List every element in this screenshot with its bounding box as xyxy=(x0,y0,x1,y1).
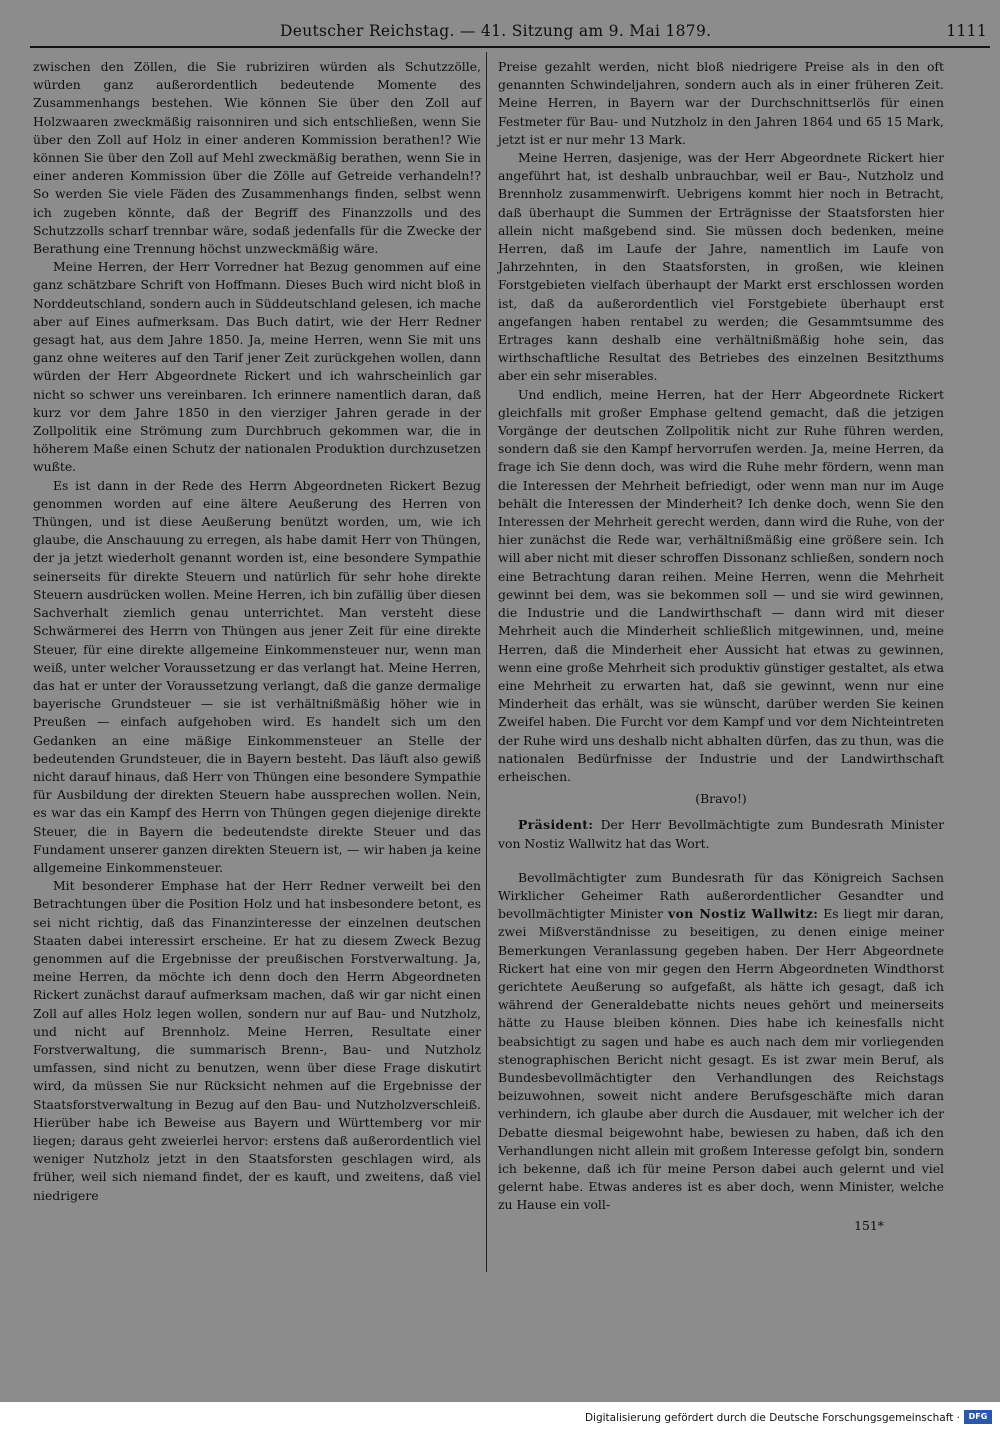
paragraph: Mit besonderer Emphase hat der Herr Redner verweilt bei den Betrachtungen über die Position Holz und hat insbesondere betont, es sei nicht richtig, daß das Finanzinteresse der einzelnen deutschen Staaten dabei interessirt erscheine. Er hat zu diesem Zweck Bezug genommen auf die Ergebnisse der preußischen Forstverwaltung. Ja, meine Herren, da möchte ich denn doch den Herrn Abgeordneten Rickert zunächst darauf aufmerksam machen, daß wir gar nicht einen Zoll auf alles Holz legen wollen, sondern nur auf Bau- und Nutzholz, und nicht auf Brennholz. Meine Herren, Resultate einer Forstverwaltung, die summarisch Brenn-, Bau- und Nutzholz umfassen, sind nicht zu benutzen, wenn über diese Frage diskutirt wird, da müssen Sie nur Rücksicht nehmen auf die Ergebnisse der Staatsforstverwaltung in Bezug auf den Bau- und Nutzholzverschleiß. Hierüber habe ich Beweise aus Bayern und Württemberg vor mir liegen; daraus geht zweierlei hervor: erstens daß außerordentlich viel weniger Nutzholz jetzt in den Staatsforsten geschlagen wird, als früher, weil sich niemand findet, der es kauft, und zweitens, daß viel niedrigere xyxy=(33,878,481,1203)
speaker-name: Präsident: xyxy=(518,817,594,833)
left-column xyxy=(33,58,481,1205)
paragraph: Meine Herren, dasjenige, was der Herr Abgeordnete Rickert hier angeführt hat, ist deshalb unbrauchbar, weil er Bau-, Nutzholz und Brennholz zusammenwirft. Uebrigens kommt hier noch in Betracht, daß überhaupt die Summen der Erträgnisse der Staatsforsten hier allein nicht maßgebend sind. Sie müssen doch bedenken, meine Herren, daß im Laufe der Jahre, namentlich im Laufe von Jahrzehnten, in den Staatsforsten, in großen, wie kleinen Forstgebieten vielfach überhaupt der Markt erst erschlossen worden ist, daß da außerordentlich viel Forstgebiete überhaupt erst angefangen haben rentabel zu werden; die Gesammtsumme des Ertrages kann deshalb eine verhältnißmäßig hohe sein, das wirthschaftliche Resultat des Betriebes des einzelnen Besitzthums aber ein sehr miserables. xyxy=(498,150,944,384)
paragraph: zwischen den Zöllen, die Sie rubriziren würden als Schutzzölle, würden ganz außerordentlich bedeutende Momente des Zusammenhangs bestehen. Wie können Sie über den Zoll auf Holzwaaren zweckmäßig raisonniren und sich entschließen, wenn Sie über den Zoll auf Holz in einer anderen Kommission berathen!? Wie können Sie über den Zoll auf Mehl zweckmäßig berathen, wenn Sie in einer anderen Kommission über die Zölle auf Getreide verhandeln!? So werden Sie viele Fäden des Zusammenhangs finden, selbst wenn ich zugeben könnte, daß der Begriff des Finanzzolls und des Schutzzolls scharf trennbar wäre, sodaß jedenfalls für die Zwecke der Berathung eine Trennung höchst unzweckmäßig wäre. xyxy=(33,59,481,257)
paragraph-text: Es liegt mir daran, zwei Mißverständnisse zu beseitigen, zu denen einige meiner Bemerkungen Veranlassung gegeben haben. Der Herr Abgeordnete Rickert hat eine von mir gegen den Herrn Abgeordneten Windthorst gerichtete Aeußerung so aufgefaßt, als hätte ich gesagt, daß ich während der Generaldebatte nichts neues gehört und meinerseits hätte zu Hause bleiben können. Dies habe ich keinesfalls nicht beabsichtigt zu sagen und habe es auch nach dem mir vorliegenden stenographischen Bericht nicht gesagt. Es ist zwar mein Beruf, als Bundesbevollmächtigter den Verhandlungen des Reichstags beizuwohnen, soweit nicht andere Berufsgeschäfte mich daran verhindern, ich glaube aber durch die Ausdauer, mit welcher ich der Debatte diesmal beigewohnt habe, bewiesen zu haben, daß ich den Verhandlungen nicht allein mit großem Interesse gefolgt bin, sondern ich bekenne, daß ich für meine Person dabei auch gelernt und viel gelernt habe. Etwas anderes ist es aber doch, wenn Minister, welche zu Hause ein voll- xyxy=(498,906,944,1213)
page-header xyxy=(30,18,990,44)
column-divider xyxy=(486,52,487,1272)
applause-note: (Bravo!) xyxy=(695,791,747,807)
speaker-paragraph xyxy=(498,869,944,1215)
dfg-logo: DFG xyxy=(964,1410,992,1424)
header-rule xyxy=(30,46,990,48)
paragraph: Es ist dann in der Rede des Herrn Abgeordneten Rickert Bezug genommen worden auf eine ältere Aeußerung des Herren von Thüngen, und ist diese Aeußerung benützt worden, um, wie ich glaube, die Anschauung zu erregen, als habe damit Herr von Thüngen, der ja jetzt wiederholt genannt worden ist, eine besondere Sympathie seinerseits für direkte Steuern und natürlich für sehr hohe direkte Steuern ausdrücken wollen. Meine Herren, ich bin zufällig über diesen Sachverhalt ziemlich genau unterrichtet. Man versteht diese Schwärmerei des Herrn von Thüngen aus jener Zeit für eine direkte Steuer, für eine direkte allgemeine Einkommensteuer nur, wenn man weiß, unter welcher Voraussetzung er das verlangt hat. Meine Herren, das hat er unter der Voraussetzung verlangt, daß die ganze dermalige bayerische Grundsteuer — sie ist verhältnißmäßig höher wie in Preußen — einfach aufgehoben wird. Es handelt sich um den Gedanken an eine mäßige Einkommensteuer an Stelle der bedeutenden Grundsteuer, die in Bayern besteht. Das läuft also gewiß nicht darauf hinaus, daß Herr von Thüngen eine besondere Sympathie für Ausbildung der direkten Steuern habe aussprechen wollen. Nein, es war das ein Kampf des Herrn von Thüngen gegen diejenige direkte Steuer, die in Bayern die bedeutendste direkte Steuer und das Fundament unserer ganzen direkten Steuern ist, — wir haben ja keine allgemeine Einkommensteuer. xyxy=(33,477,481,875)
paragraph-text: Der Herr Bevollmächtigte zum Bundesrath Minister von Nostiz Wallwitz hat das Wort. xyxy=(498,817,944,851)
speaker-name: von Nostiz Wallwitz: xyxy=(668,906,819,922)
footer-credit: Digitalisierung gefördert durch die Deutsche Forschungsgemeinschaft · xyxy=(584,1412,960,1424)
right-column xyxy=(498,58,944,1235)
signature-mark: 151* xyxy=(854,1217,884,1233)
speaker-title: Bevollmächtigter zum Bundesrath für das Königreich Sachsen Wirklicher Geheimer Rath außerordentlicher Gesandter und bevollmächtigter Minister xyxy=(498,869,944,922)
paragraph: Meine Herren, der Herr Vorredner hat Bezug genommen auf eine ganz schätzbare Schrift von Hoffmann. Dieses Buch wird nicht bloß in Norddeutschland, sondern auch in Süddeutschland gelesen, ich mache aber auf Eines aufmerksam. Das Buch datirt, wie der Herr Redner gesagt hat, aus dem Jahre 1850. Ja, meine Herren, wenn Sie mit uns ganz ohne weiteres auf den Tarif jener Zeit zurückgehen wollen, dann würden der Herr Abgeordnete Rickert und ich wahrscheinlich gar nicht so schwer uns vereinbaren. Ich erinnere namentlich daran, daß kurz vor dem Jahre 1850 in den vierziger Jahren gerade in der Zollpolitik eine Strömung zum Durchbruch gekommen war, die in höherem Maße einen Schutz der nationalen Produktion durchzusetzen wußte. xyxy=(33,259,481,475)
running-title: Deutscher Reichstag. — 41. Sitzung am 9. Mai 1879. xyxy=(280,22,712,40)
paragraph: Und endlich, meine Herren, hat der Herr Abgeordnete Rickert gleichfalls mit großer Emphase geltend gemacht, daß die jetzigen Vorgänge der deutschen Zollpolitik nicht zur Ruhe führen werden, sondern daß sie den Kampf hervorrufen werden. Ja, meine Herren, da frage ich Sie denn doch, was wird die Ruhe mehr fördern, wenn man die Interessen der Mehrheit befriedigt, oder wenn man nur im Auge behält die Interessen der Minderheit? Ich denke doch, wenn Sie den Interessen der Mehrheit gerecht werden, dann wird die Ruhe, von der hier zunächst die Rede war, verhältnißmäßig eine größere sein. Ich will aber nicht mit dieser schroffen Dissonanz schließen, sondern noch eine Betrachtung daran reihen. Meine Herren, wenn die Mehrheit gewinnt bei dem, was sie bekommen soll — und sie wird gewinnen, die Industrie und die Landwirthschaft — dann wird mit dieser Mehrheit auch die Minderheit schließlich mitgewinnen, und, meine Herren, daß die Minderheit eher Aussicht hat etwas zu gewinnen, wenn eine große Mehrheit sich produktiv günstiger gestaltet, als etwa eine Mehrheit zu erwarten hat, daß sie gewinnt, wenn nur eine Minderheit das erhält, was sie wünscht, darüber werden Sie keinen Zweifel haben. Die Furcht vor dem Kampf und vor dem Nichteintreten der Ruhe wird uns deshalb nicht abhalten dürfen, das zu thun, was die nationalen Bedürfnisse der Industrie und der Landwirthschaft erheischen. xyxy=(498,386,945,784)
speaker-paragraph xyxy=(498,816,944,852)
paragraph: Preise gezahlt werden, nicht bloß niedrigere Preise als in den oft genannten Schwindeljahren, sondern auch als in einer früheren Zeit. Meine Herren, in Bayern war der Durchschnittserlös für einen Festmeter für Bau- und Nutzholz in den Jahren 1864 und 65 15 Mark, jetzt ist er nur mehr 13 Mark. xyxy=(498,59,944,147)
page-number: 1111 xyxy=(946,22,987,40)
